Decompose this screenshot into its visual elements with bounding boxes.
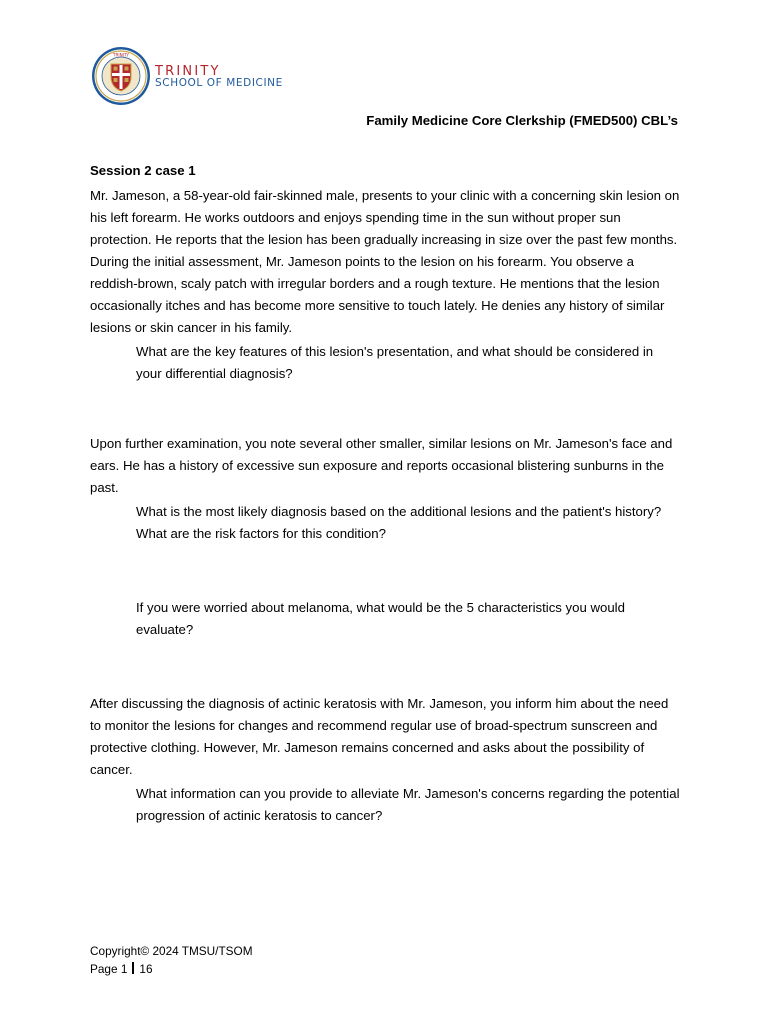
question-4: What information can you provide to alleviate Mr. Jameson's concerns regarding the potential progression of actinic keratosis to cancer?: [136, 786, 680, 823]
question-1: What are the key features of this lesion's presentation, and what should be considered in your differential diagnosis?: [136, 344, 654, 381]
logo-wordmark: [155, 65, 283, 90]
case-paragraph-2: Upon further examination, you note several other smaller, similar lesions on Mr. Jameson's face and ears. He has a history of excessive sun exposure and reports occasional blistering sunburns in the past.: [90, 436, 673, 495]
school-name: TRINITY: [155, 63, 221, 79]
total-pages: 16: [139, 962, 153, 976]
answer-space: [90, 545, 682, 595]
question-2: What is the most likely diagnosis based on the additional lesions and the patient's history? What are the risk factors for this condition?: [136, 504, 662, 541]
page-number: [90, 960, 253, 978]
answer-space: [90, 641, 682, 693]
school-logo: [91, 46, 283, 106]
case-content: [90, 160, 682, 827]
school-subtitle: SCHOOL OF MEDICINE: [155, 77, 283, 90]
case-paragraph-3: After discussing the diagnosis of actinic keratosis with Mr. Jameson, you inform him about the need to monitor the lesions for changes and recommend regular use of broad-spectrum sunscreen and protective clothing. However, Mr. Jameson remains concerned and asks about the possibility of cancer.: [90, 696, 669, 777]
page-separator: [132, 962, 134, 974]
course-title: Family Medicine Core Clerkship (FMED500) CBL’s: [366, 113, 678, 128]
question-3: If you were worried about melanoma, what would be the 5 characteristics you would evaluate?: [136, 600, 625, 637]
page-label: Page 1: [90, 962, 128, 976]
page-footer: [90, 942, 253, 978]
answer-space: [90, 385, 682, 433]
session-title: Session 2 case 1: [90, 163, 196, 178]
seal-text: TRINITY: [112, 52, 130, 58]
copyright-text: Copyright© 2024 TMSU/TSOM: [90, 944, 253, 958]
school-seal-icon: [91, 46, 151, 106]
case-intro-paragraph: Mr. Jameson, a 58-year-old fair-skinned male, presents to your clinic with a concerning skin lesion on his left forearm. He works outdoors and enjoys spending time in the sun without proper sun protection. He reports that the lesion has been gradually increasing in size over the past few months. During the initial assessment, Mr. Jameson points to the lesion on his forearm. You observe a reddish-brown, scaly patch with irregular borders and a rough texture. He mentions that the lesion occasionally itches and has become more sensitive to touch lately. He denies any history of similar lesions or skin cancer in his family.: [90, 188, 680, 335]
